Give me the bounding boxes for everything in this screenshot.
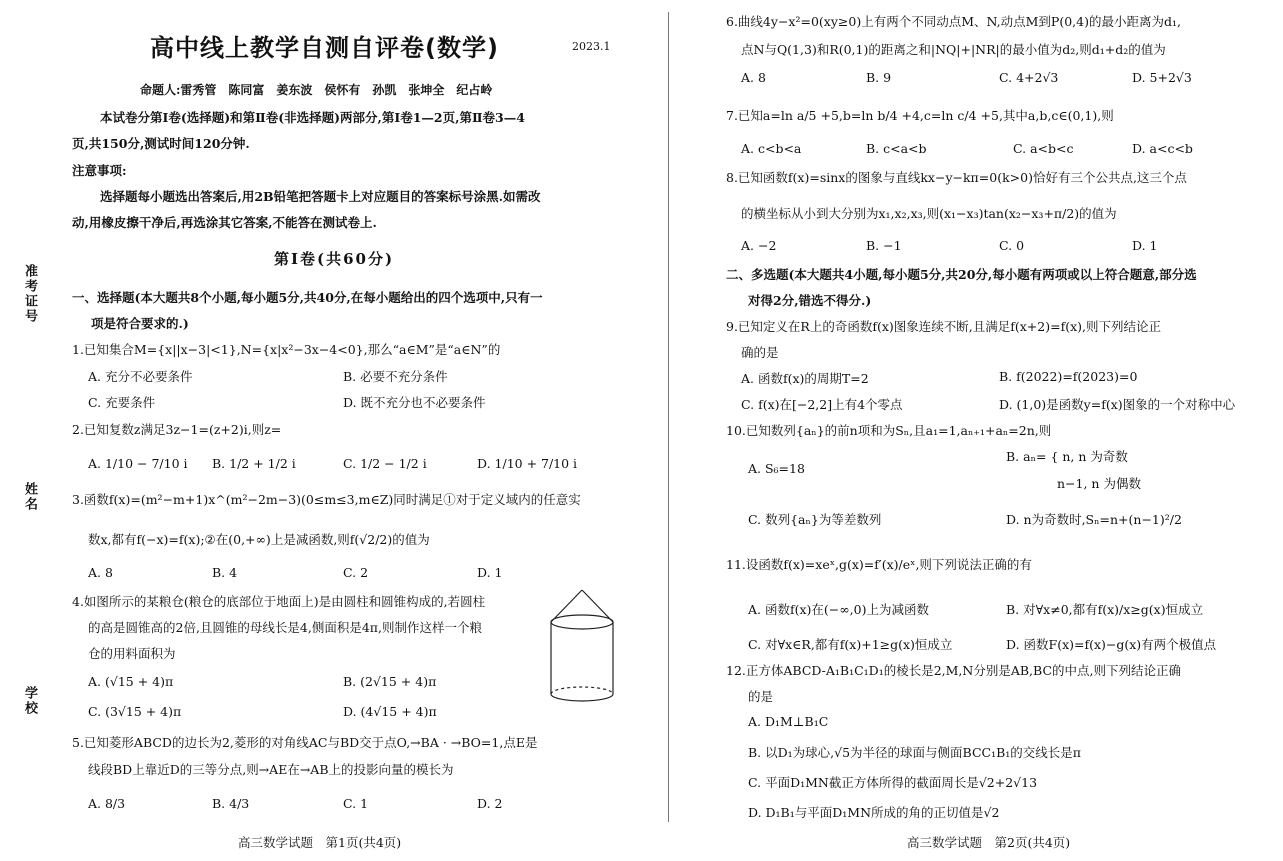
notice-title: 注意事项:: [72, 163, 127, 178]
q6-option-c: C. 4+2√3: [999, 70, 1059, 85]
q10-option-b-even: n−1, n 为偶数: [1057, 476, 1141, 491]
q7-option-b: B. c<a<b: [866, 141, 927, 156]
q5-option-c: C. 1: [343, 796, 369, 811]
q6-option-a: A. 8: [741, 70, 766, 85]
q8-option-d: D. 1: [1132, 238, 1158, 253]
q2-option-d: D. 1/10 + 7/10 i: [477, 456, 578, 471]
notice-line-1: 选择题每小题选出答案后,用2B铅笔把答题卡上对应题目的答案标号涂黑.如需改: [100, 189, 541, 204]
q2-option-a: A. 1/10 − 7/10 i: [88, 456, 188, 471]
side-label-exam-number: 准考证号: [22, 264, 37, 324]
q10-option-b-odd: B. aₙ= { n, n 为奇数: [1006, 449, 1128, 464]
q4-option-c: C. (3√15 + 4)π: [88, 704, 182, 719]
cylinder-top-ellipse: [551, 615, 613, 629]
q7-option-a: A. c<b<a: [741, 141, 802, 156]
q11-option-c: C. 对∀x∈R,都有f(x)+1≥g(x)恒成立: [748, 637, 953, 652]
q5-option-a: A. 8/3: [88, 796, 126, 811]
cylinder-bottom-back: [551, 687, 613, 694]
column-divider: [668, 12, 669, 822]
side-label-school: 学校: [22, 686, 37, 716]
q4-stem-3: 仓的用料面积为: [88, 646, 176, 661]
cone-right-edge: [582, 590, 613, 622]
q9-option-a: A. 函数f(x)的周期T=2: [741, 371, 869, 386]
q3-option-b: B. 4: [212, 565, 238, 580]
q3-option-c: C. 2: [343, 565, 369, 580]
q5-stem-2: 线段BD上靠近D的三等分点,则→AE在→AB上的投影向量的模长为: [88, 762, 454, 777]
q10-stem: 10.已知数列{aₙ}的前n项和为Sₙ,且a₁=1,aₙ₊₁+aₙ=2n,则: [726, 423, 1052, 438]
q9-option-c: C. f(x)在[−2,2]上有4个零点: [741, 397, 903, 412]
granary-figure: [545, 586, 621, 708]
q3-stem-2: 数x,都有f(−x)=f(x);②在(0,+∞)上是减函数,则f(√2/2)的值为: [88, 532, 430, 547]
q10-option-c: C. 数列{aₙ}为等差数列: [748, 512, 882, 527]
q9-stem-1: 9.已知定义在R上的奇函数f(x)图象连续不断,且满足f(x+2)=f(x),则下列结论正: [726, 319, 1161, 334]
q4-stem-1: 4.如图所示的某粮仓(粮仓的底部位于地面上)是由圆柱和圆锥构成的,若圆柱: [72, 594, 486, 609]
q1-stem: 1.已知集合M={x||x−3|<1},N={x|x²−3x−4<0},那么“a∈M”是“a∈N”的: [72, 342, 501, 357]
q10-option-d: D. n为奇数时,Sₙ=n+(n−1)²/2: [1006, 512, 1182, 527]
q7-stem: 7.已知a=ln a/5 +5,b=ln b/4 +4,c=ln c/4 +5,其中a,b,c∈(0,1),则: [726, 108, 1114, 123]
q6-stem-2: 点N与Q(1,3)和R(0,1)的距离之和|NQ|+|NR|的最小值为d₂,则d₁+d₂的值为: [741, 42, 1166, 57]
exam-title: 高中线上教学自测自评卷(数学): [150, 34, 499, 62]
exam-date: 2023.1: [572, 40, 611, 53]
q12-option-d: D. D₁B₁与平面D₁MN所成的角的正切值是√2: [748, 805, 1000, 820]
notice-line-2: 动,用橡皮擦干净后,再选涂其它答案,不能答在测试卷上.: [72, 215, 377, 230]
q12-option-c: C. 平面D₁MN截正方体所得的截面周长是√2+2√13: [748, 775, 1038, 790]
q1-option-c: C. 充要条件: [88, 395, 156, 410]
q2-stem: 2.已知复数z满足3z−1=(z+2)i,则z=: [72, 422, 282, 437]
q9-option-b: B. f(2022)=f(2023)=0: [999, 369, 1138, 384]
q3-stem-1: 3.函数f(x)=(m²−m+1)x^(m²−2m−3)(0≤m≤3,m∈Z)同时满足①对于定义域内的任意实: [72, 492, 581, 507]
q12-stem-2: 的是: [748, 689, 774, 704]
q2-option-b: B. 1/2 + 1/2 i: [212, 456, 296, 471]
q4-option-b: B. (2√15 + 4)π: [343, 674, 437, 689]
intro-line-1: 本试卷分第Ⅰ卷(选择题)和第Ⅱ卷(非选择题)两部分,第Ⅰ卷1—2页,第Ⅱ卷3—4: [100, 110, 525, 125]
q1-option-b: B. 必要不充分条件: [343, 369, 448, 384]
q12-option-b: B. 以D₁为球心,√5为半径的球面与侧面BCC₁B₁的交线长是π: [748, 745, 1082, 760]
part-1-heading: 一、选择题(本大题共8个小题,每小题5分,共40分,在每小题给出的四个选项中,只有一: [72, 290, 543, 305]
q11-option-b: B. 对∀x≠0,都有f(x)/x≥g(x)恒成立: [1006, 602, 1204, 617]
intro-line-2: 页,共150分,测试时间120分钟.: [72, 136, 250, 151]
q6-option-b: B. 9: [866, 70, 892, 85]
q3-option-a: A. 8: [88, 565, 113, 580]
q5-option-b: B. 4/3: [212, 796, 250, 811]
q5-option-d: D. 2: [477, 796, 503, 811]
q7-option-d: D. a<c<b: [1132, 141, 1193, 156]
q8-option-b: B. −1: [866, 238, 902, 253]
q7-option-c: C. a<b<c: [1013, 141, 1074, 156]
q8-option-a: A. −2: [741, 238, 777, 253]
q8-option-c: C. 0: [999, 238, 1025, 253]
cylinder-bottom-front: [551, 694, 613, 701]
q11-stem: 11.设函数f(x)=xeˣ,g(x)=f′(x)/eˣ,则下列说法正确的有: [726, 557, 1032, 572]
part-1-heading-cont: 项是符合要求的.): [91, 316, 189, 331]
part-2-heading: 二、多选题(本大题共4小题,每小题5分,共20分,每小题有两项或以上符合题意,部分选: [726, 267, 1197, 282]
q1-option-a: A. 充分不必要条件: [88, 369, 193, 384]
q12-option-a: A. D₁M⊥B₁C: [748, 714, 829, 729]
cone-left-edge: [551, 590, 582, 622]
q8-stem-2: 的横坐标从小到大分别为x₁,x₂,x₃,则(x₁−x₃)tan(x₂−x₃+π/2)的值为: [741, 206, 1117, 221]
authors-line: 命题人:雷秀管 陈同富 姜东波 侯怀有 孙凯 张坤全 纪占岭: [140, 83, 493, 97]
q4-option-a: A. (√15 + 4)π: [88, 674, 174, 689]
q1-option-d: D. 既不充分也不必要条件: [343, 395, 486, 410]
q9-option-d: D. (1,0)是函数y=f(x)图象的一个对称中心: [999, 397, 1236, 412]
side-label-name: 姓名: [22, 482, 37, 512]
q8-stem-1: 8.已知函数f(x)=sinx的图象与直线kx−y−kπ=0(k>0)恰好有三个公共点,这三个点: [726, 170, 1187, 185]
footer-left: 高三数学试题 第1页(共4页): [238, 835, 402, 850]
q6-option-d: D. 5+2√3: [1132, 70, 1192, 85]
q10-option-a: A. S₆=18: [748, 461, 805, 476]
q5-stem-1: 5.已知菱形ABCD的边长为2,菱形的对角线AC与BD交于点O,→BA · →BO=1,点E是: [72, 735, 538, 750]
section-1-title: 第Ⅰ卷(共60分): [274, 250, 395, 268]
q9-stem-2: 确的是: [741, 345, 779, 360]
q2-option-c: C. 1/2 − 1/2 i: [343, 456, 427, 471]
q12-stem-1: 12.正方体ABCD-A₁B₁C₁D₁的棱长是2,M,N分别是AB,BC的中点,则下列结论正确: [726, 663, 1181, 678]
q11-option-a: A. 函数f(x)在(−∞,0)上为减函数: [748, 602, 929, 617]
footer-right: 高三数学试题 第2页(共4页): [907, 835, 1071, 850]
part-2-heading-cont: 对得2分,错选不得分.): [748, 293, 872, 308]
q4-stem-2: 的高是圆锥高的2倍,且圆锥的母线长是4,侧面积是4π,则制作这样一个粮: [88, 620, 482, 635]
q6-stem-1: 6.曲线4y−x²=0(xy≥0)上有两个不同动点M、N,动点M到P(0,4)的最小距离为d₁,: [726, 14, 1181, 29]
q11-option-d: D. 函数F(x)=f(x)−g(x)有两个极值点: [1006, 637, 1217, 652]
q4-option-d: D. (4√15 + 4)π: [343, 704, 437, 719]
q3-option-d: D. 1: [477, 565, 503, 580]
